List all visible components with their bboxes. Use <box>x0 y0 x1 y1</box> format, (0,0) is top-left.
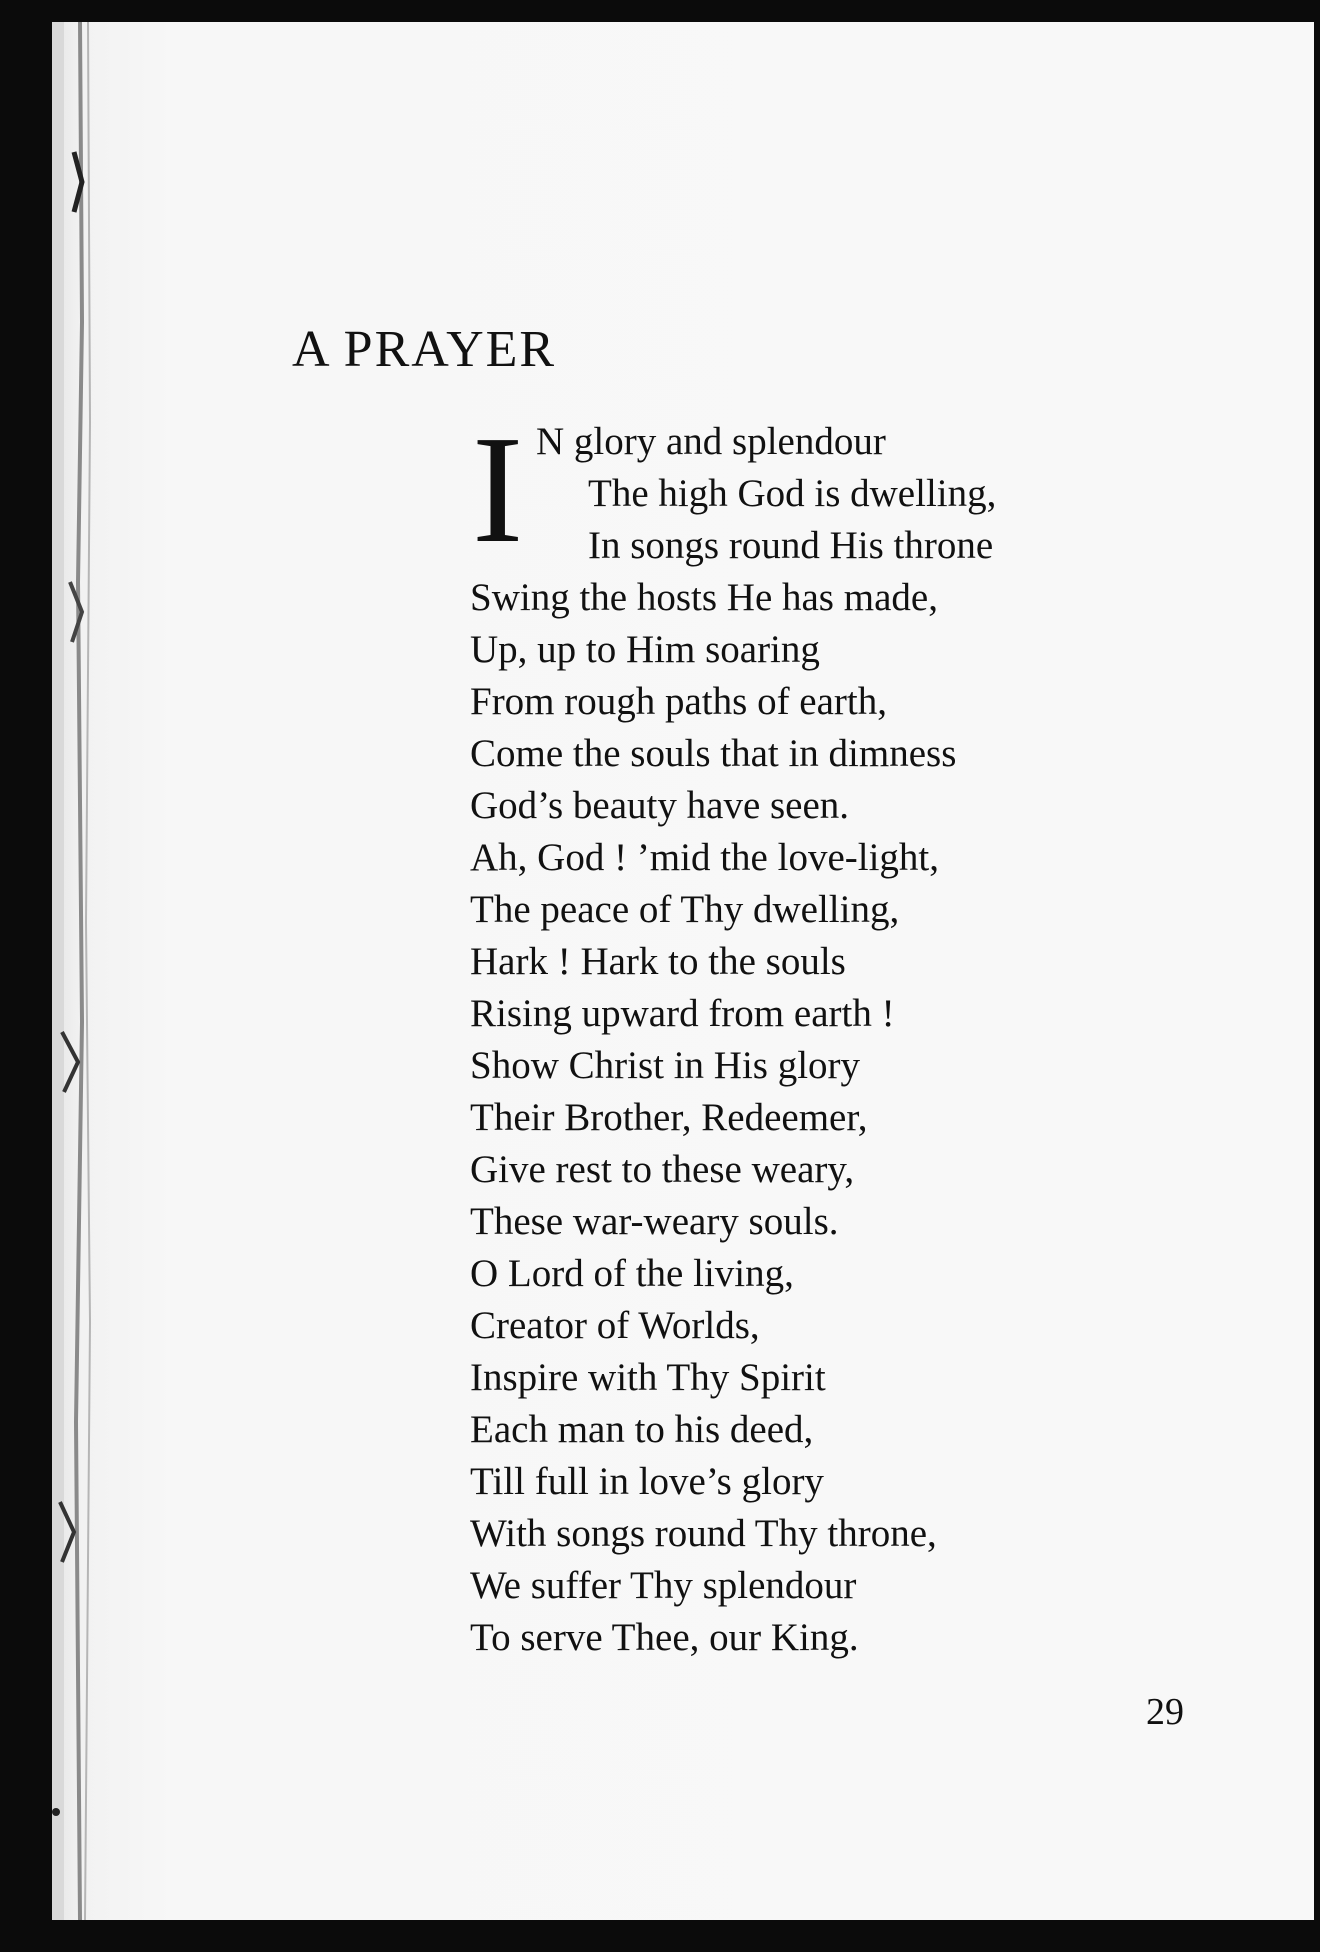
poem-line: God’s beauty have seen. <box>470 784 850 827</box>
book-page <box>52 22 1314 1920</box>
poem-line: Hark ! Hark to the souls <box>470 940 846 983</box>
poem-line: With songs round Thy throne, <box>470 1512 937 1555</box>
poem-line: The high God is dwelling, <box>588 472 997 515</box>
opening-stanza <box>470 405 997 575</box>
poem-line: O Lord of the living, <box>470 1252 794 1295</box>
poem-line: Their Brother, Redeemer, <box>470 1096 868 1139</box>
poem-line: We suffer Thy splendour <box>470 1564 857 1607</box>
poem-line: Creator of Worlds, <box>470 1304 760 1347</box>
binding-stitching-graphic <box>52 22 112 1920</box>
poem-line: From rough paths of earth, <box>470 680 888 723</box>
poem-line: Show Christ in His glory <box>470 1044 861 1087</box>
drop-cap-letter: I <box>472 405 524 575</box>
poem-title: A PRAYER <box>292 321 557 378</box>
first-line-text: N glory and splendour <box>536 420 886 463</box>
poem-line <box>470 416 996 468</box>
poem-line: Rising upward from earth ! <box>470 992 895 1035</box>
page-number: 29 <box>1146 1691 1184 1733</box>
poem-line: The peace of Thy dwelling, <box>470 888 900 931</box>
poem-line: To serve Thee, our King. <box>470 1616 859 1659</box>
poem-line: These war-weary souls. <box>470 1200 839 1243</box>
poem-line: In songs round His throne <box>588 524 994 567</box>
poem-line: Till full in love’s glory <box>470 1460 824 1503</box>
poem-line: Up, up to Him soaring <box>470 628 820 671</box>
poem-line: Each man to his deed, <box>470 1408 814 1451</box>
poem-line: Swing the hosts He has made, <box>470 576 938 619</box>
poem-line: Ah, God ! ’mid the love-light, <box>470 836 940 879</box>
book-spine-binding <box>52 22 112 1920</box>
poem-body <box>470 405 997 1664</box>
poem-line: Inspire with Thy Spirit <box>470 1356 826 1399</box>
poem-line: Come the souls that in dimness <box>470 732 957 775</box>
poem-line: Give rest to these weary, <box>470 1148 855 1191</box>
poem-lines <box>470 572 996 1664</box>
